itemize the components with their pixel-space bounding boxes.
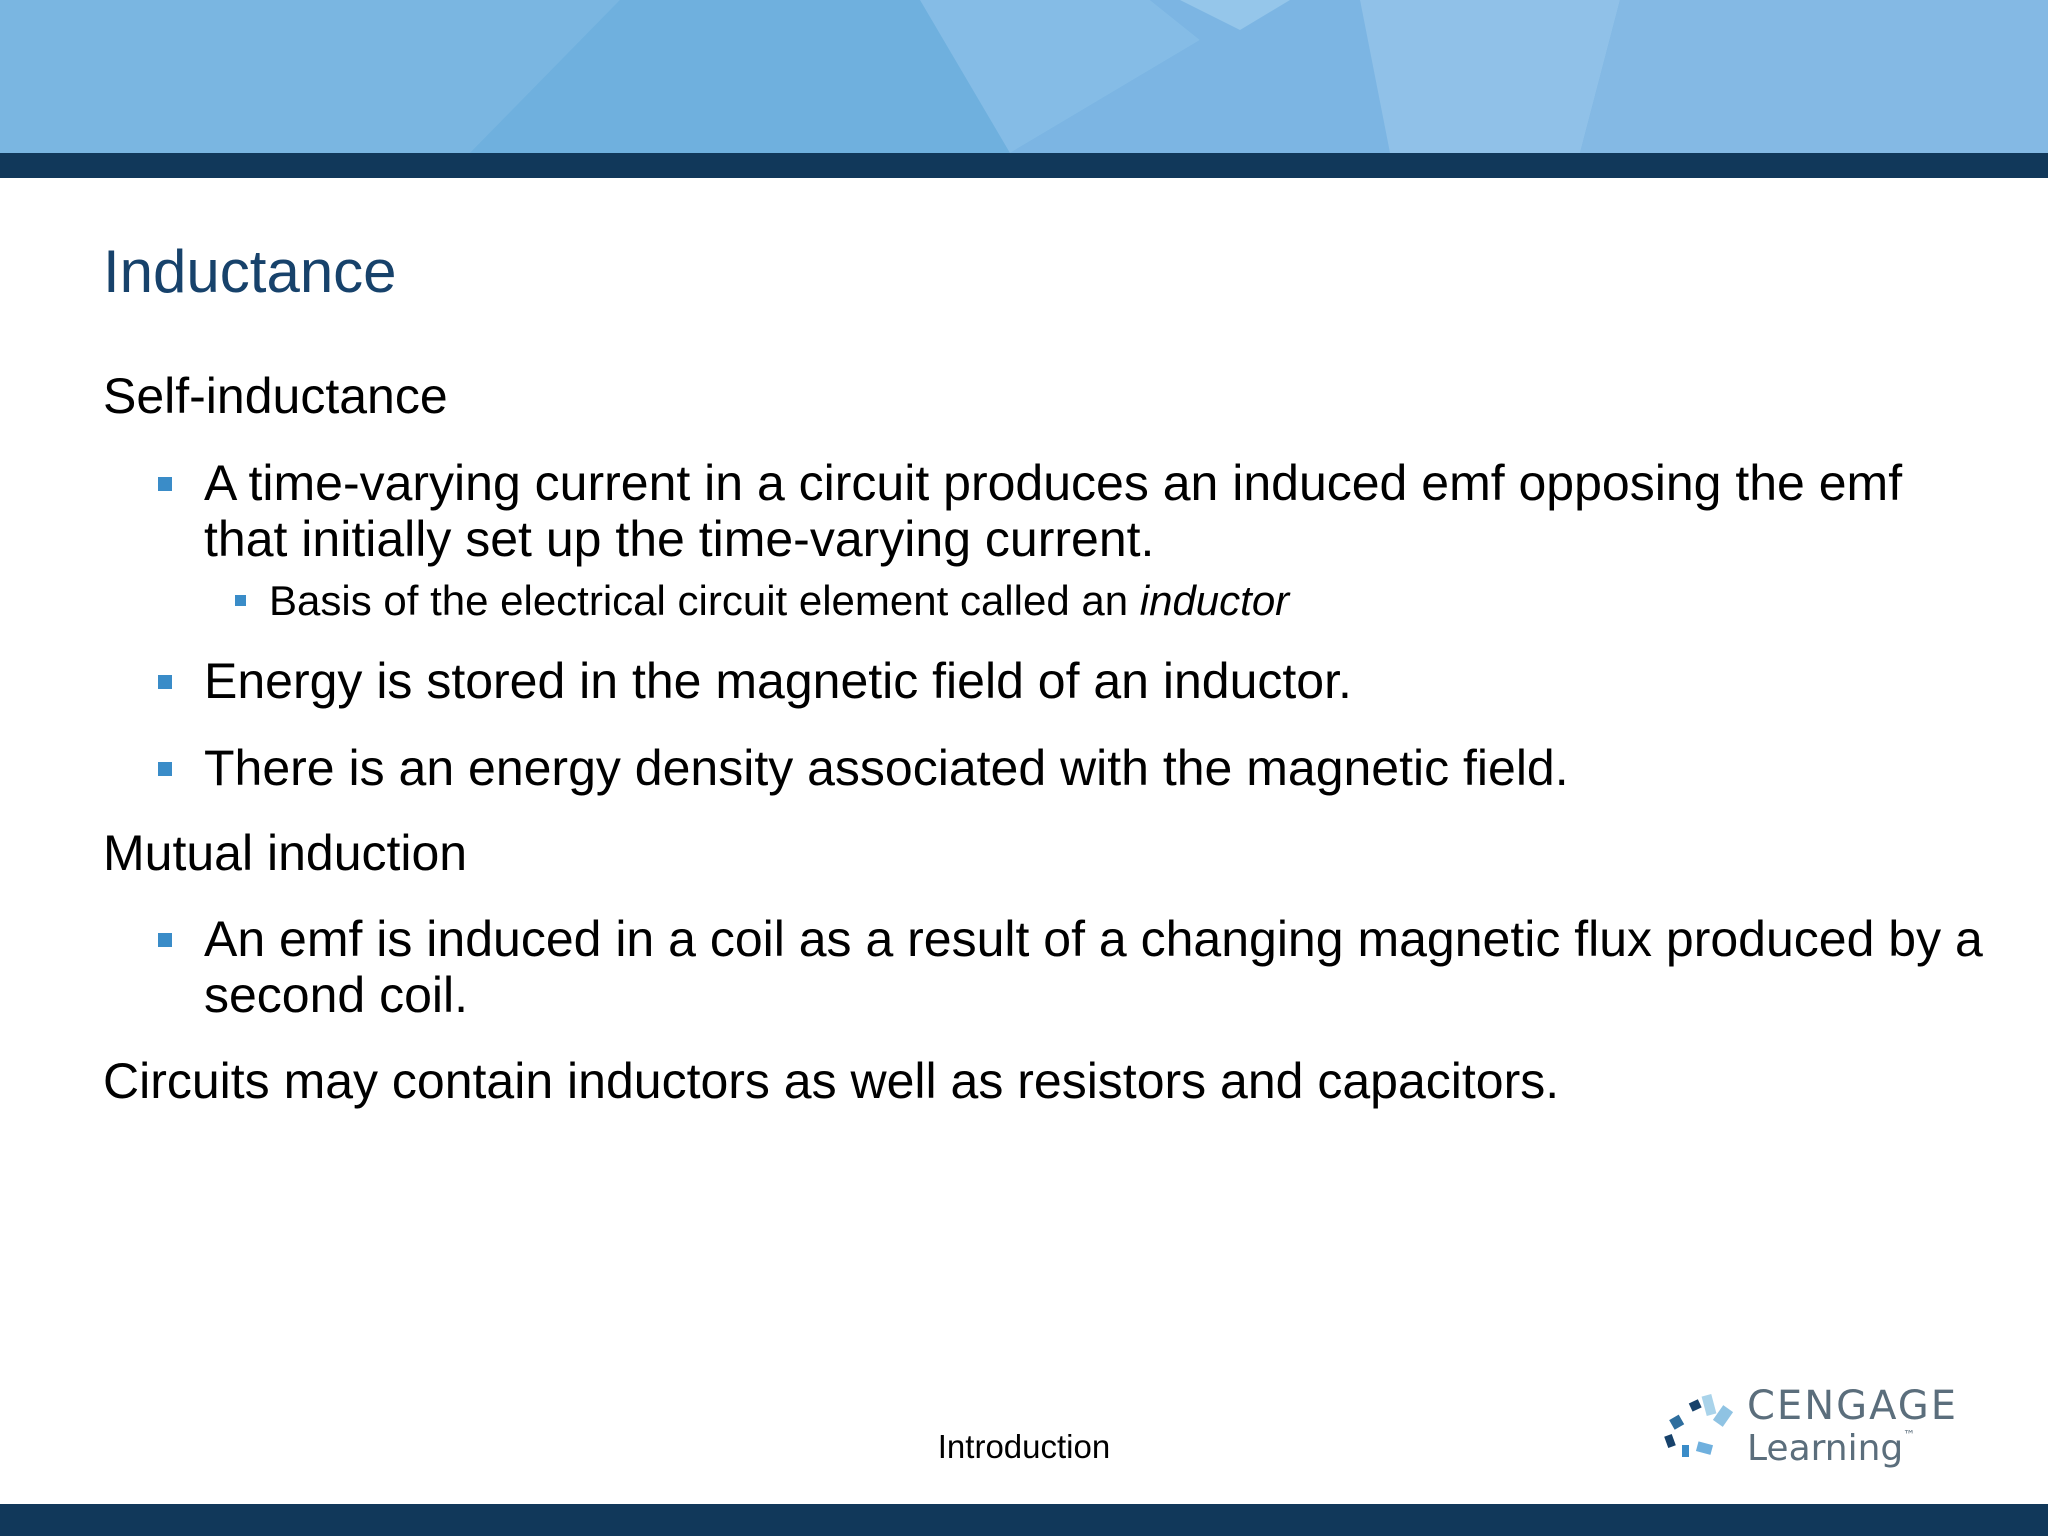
banner-pattern: [0, 0, 2048, 153]
section-heading-self-inductance: Self-inductance: [103, 368, 448, 424]
bullet-energy-stored: Energy is stored in the magnetic field of an inductor.: [103, 653, 1993, 709]
sub-bullet-inductor-basis: [103, 577, 1993, 625]
section-heading-mutual-induction: Mutual induction: [103, 825, 468, 881]
cengage-mark-icon: [1660, 1383, 1740, 1473]
logo-word-cengage: CENGAGE: [1747, 1383, 1959, 1429]
footer-label: Introduction: [937, 1428, 1111, 1465]
cengage-logo: [1660, 1378, 1980, 1478]
header-banner: [0, 0, 2048, 153]
slide-title: Inductance: [103, 238, 397, 305]
sub-bullet-text: Basis of the electrical circuit element called an: [269, 577, 1140, 624]
bullet-time-varying-current: A time-varying current in a circuit produces an induced emf opposing the emf that initially set up the time-varying current.: [103, 455, 1993, 567]
footer-rule: [0, 1504, 2048, 1536]
logo-word-learning: [1747, 1428, 1915, 1469]
slide-body: [103, 368, 1993, 1109]
bullet-energy-density: There is an energy density associated with the magnetic field.: [103, 740, 1993, 796]
logo-word-learning-text: Learning: [1747, 1428, 1904, 1469]
header-rule: [0, 153, 2048, 178]
closing-statement: Circuits may contain inductors as well as resistors and capacitors.: [103, 1053, 1560, 1109]
bullet-emf-induced-coil: An emf is induced in a coil as a result of a changing magnetic flux produced by a second coil.: [103, 911, 1993, 1023]
logo-trademark: ™: [1903, 1428, 1916, 1442]
sub-bullet-emphasis: inductor: [1139, 577, 1290, 624]
